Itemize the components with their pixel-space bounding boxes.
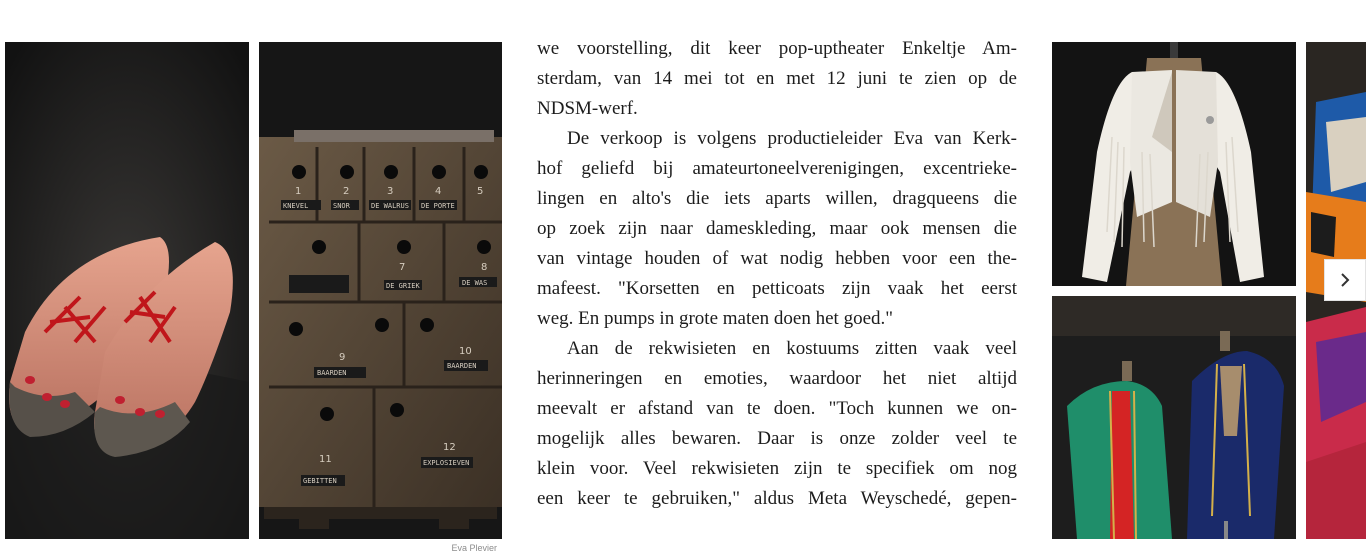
article-line: herinneringen en emoties, waardoor het niet altijd [537,368,1017,389]
svg-text:BAARDEN: BAARDEN [447,362,477,370]
svg-text:BAARDEN: BAARDEN [317,369,347,377]
svg-text:5: 5 [477,186,484,197]
article-line: mogelijk alles bewaren. Daar is onze zolder veel te [537,428,1017,449]
article-line: meevalt er afstand van te doen. "Toch kunnen we on- [537,398,1017,419]
fringe-jacket-photo[interactable] [1052,42,1296,286]
costumes-photo[interactable] [1052,296,1296,539]
svg-text:8: 8 [481,262,488,273]
article-line: weg. En pumps in grote maten doen het goed." [537,308,894,329]
svg-text:1: 1 [295,186,302,197]
article-line: lingen en alto's die iets aparts willen, dragqueens die [537,188,1017,209]
article-line: we voorstelling, dit keer pop-uptheater Enkeltje Am- [537,38,1017,59]
article-line: Aan de rekwisieten en kostuums zitten vaak veel [567,338,1017,359]
svg-text:12: 12 [443,442,456,453]
gallery-next-button[interactable] [1324,259,1366,301]
svg-text:9: 9 [339,352,346,363]
photo-credit: Eva Plevier [451,543,497,553]
svg-text:KNEVEL: KNEVEL [283,202,309,210]
article-line: mafeest. "Korsetten en petticoats zijn vaak het eerst [537,278,1017,299]
svg-text:11: 11 [319,454,332,465]
article-line: van vintage houden of wat nodig hebben voor een the- [537,248,1017,269]
article-line: hof geliefd bij amateurtoneelverenigingen, excentrieke- [537,158,1017,179]
svg-text:EXPLOSIEVEN: EXPLOSIEVEN [423,459,470,467]
svg-text:4: 4 [435,186,442,197]
article-line: De verkoop is volgens productieleider Eva van Kerk- [567,128,1017,149]
chevron-right-icon [1337,272,1353,288]
cabinet-photo[interactable] [259,42,502,539]
svg-text:2: 2 [343,186,350,197]
svg-text:DE WAS: DE WAS [462,279,488,287]
shoes-photo[interactable] [5,42,249,539]
svg-text:SNOR: SNOR [333,202,350,210]
svg-text:3: 3 [387,186,394,197]
article-line: op zoek zijn naar dameskleding, maar ook mensen die [537,218,1017,239]
svg-text:GEBITTEN: GEBITTEN [303,477,337,485]
svg-text:DE GRIEK: DE GRIEK [386,282,420,290]
article-line: klein voor. Veel rekwisieten zijn te specifiek om nog [537,458,1017,479]
svg-text:7: 7 [399,262,406,273]
article-line: een keer te gebruiken," aldus Meta Weyschedé, gepen- [537,488,1017,509]
article-body [537,34,1017,514]
svg-text:10: 10 [459,346,472,357]
article-line: sterdam, van 14 mei tot en met 12 juni te zien op de [537,68,1017,89]
article-line: NDSM-werf. [537,98,638,119]
svg-text:DE WALRUS: DE WALRUS [371,202,409,210]
svg-text:DE PORTE: DE PORTE [421,202,455,210]
